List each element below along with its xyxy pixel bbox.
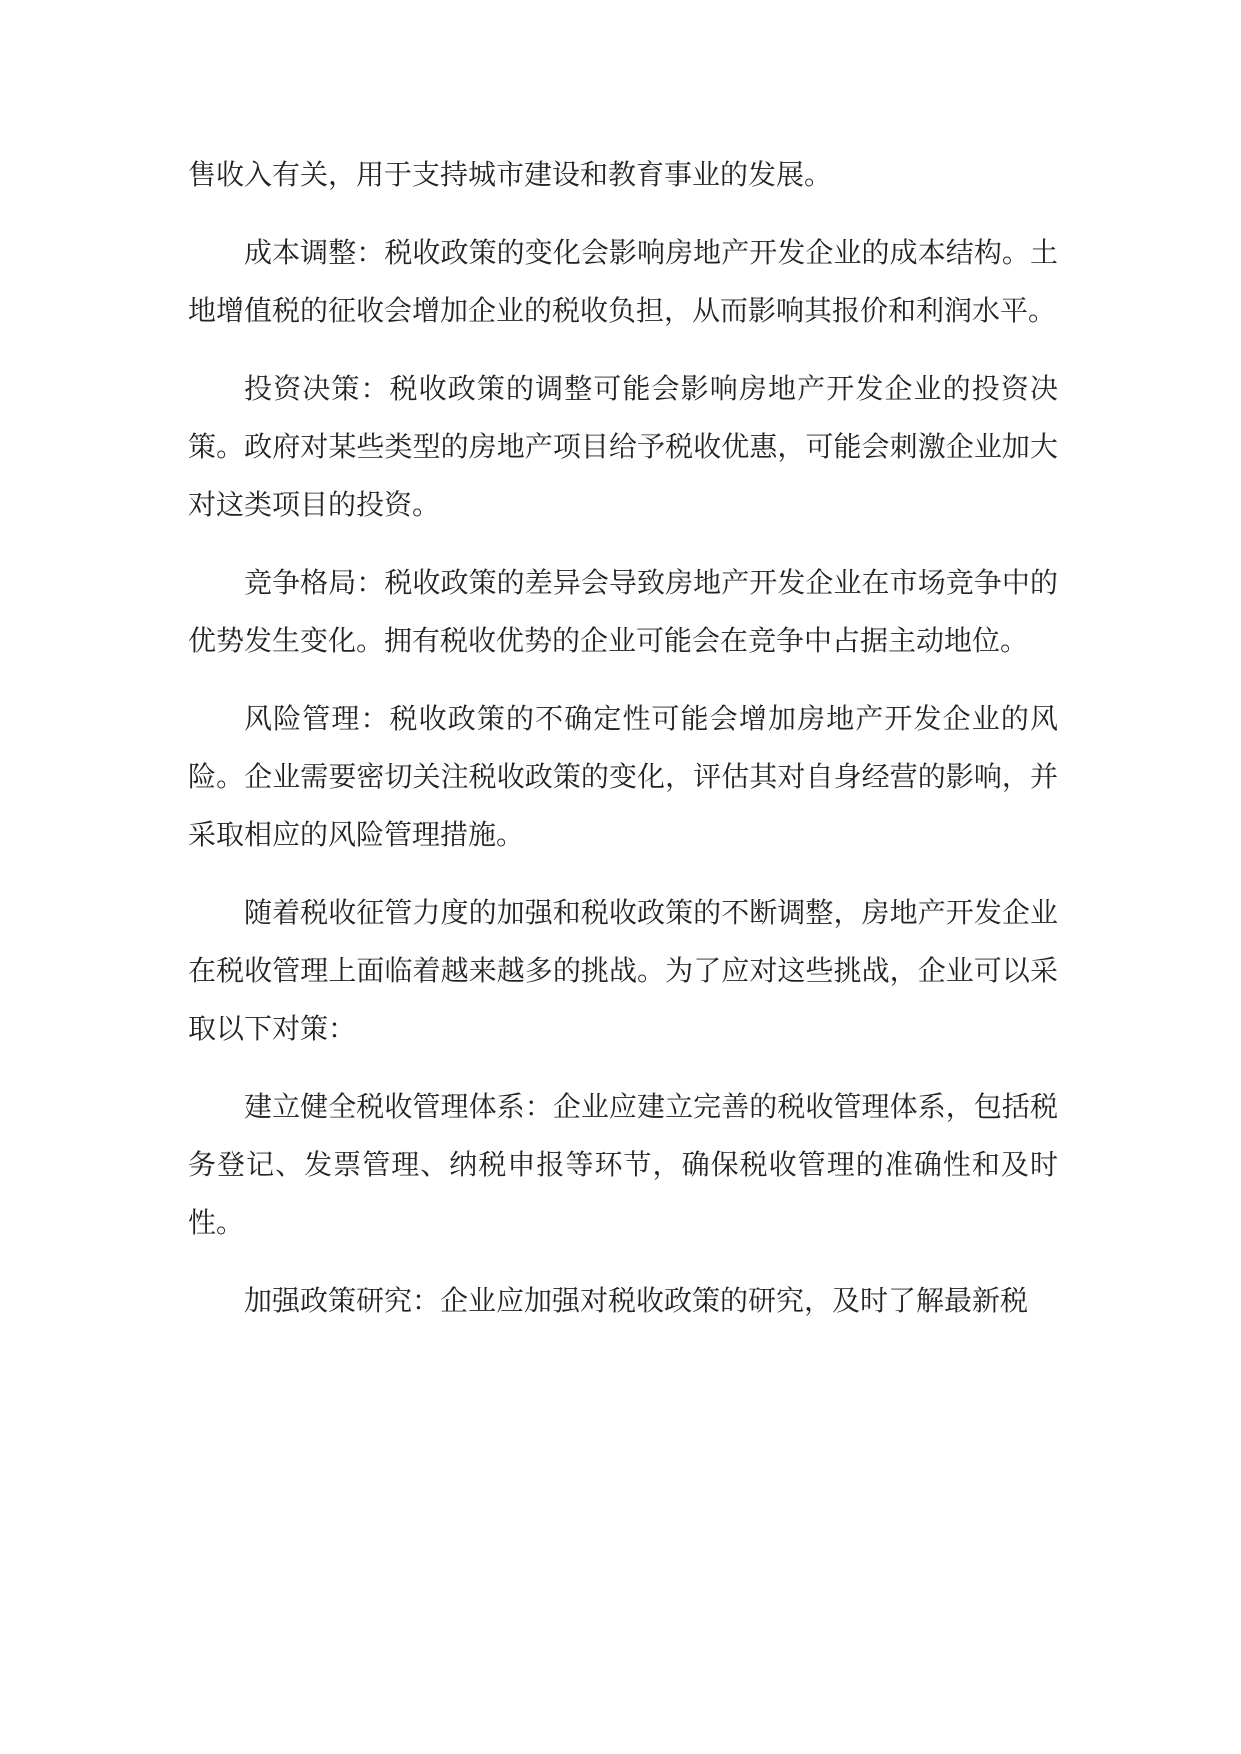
paragraph-continuation: 售收入有关，用于支持城市建设和教育事业的发展。 — [188, 158, 833, 191]
paragraph-cost-adjustment: 成本调整：税收政策的变化会影响房地产开发企业的成本结构。土地增值税的征收会增加企业的税收负担，从而影响其报价和利润水平。 — [188, 236, 1058, 327]
paragraph-risk-management: 风险管理：税收政策的不确定性可能会增加房地产开发企业的风险。企业需要密切关注税收政策的变化，评估其对自身经营的影响，并采取相应的风险管理措施。 — [188, 702, 1058, 851]
paragraph-tax-system: 建立健全税收管理体系：企业应建立完善的税收管理体系，包括税务登记、发票管理、纳税申报等环节，确保税收管理的准确性和及时性。 — [188, 1090, 1058, 1239]
paragraph-investment-decision: 投资决策：税收政策的调整可能会影响房地产开发企业的投资决策。政府对某些类型的房地产项目给予税收优惠，可能会刺激企业加大对这类项目的投资。 — [188, 372, 1058, 521]
paragraph-challenges: 随着税收征管力度的加强和税收政策的不断调整，房地产开发企业在税收管理上面临着越来越多的挑战。为了应对这些挑战，企业可以采取以下对策： — [188, 896, 1058, 1045]
document-body — [188, 146, 1058, 1350]
paragraph-policy-research: 加强政策研究：企业应加强对税收政策的研究，及时了解最新税 — [244, 1284, 1029, 1317]
paragraph-competitive-landscape: 竞争格局：税收政策的差异会导致房地产开发企业在市场竞争中的优势发生变化。拥有税收优势的企业可能会在竞争中占据主动地位。 — [188, 566, 1058, 657]
